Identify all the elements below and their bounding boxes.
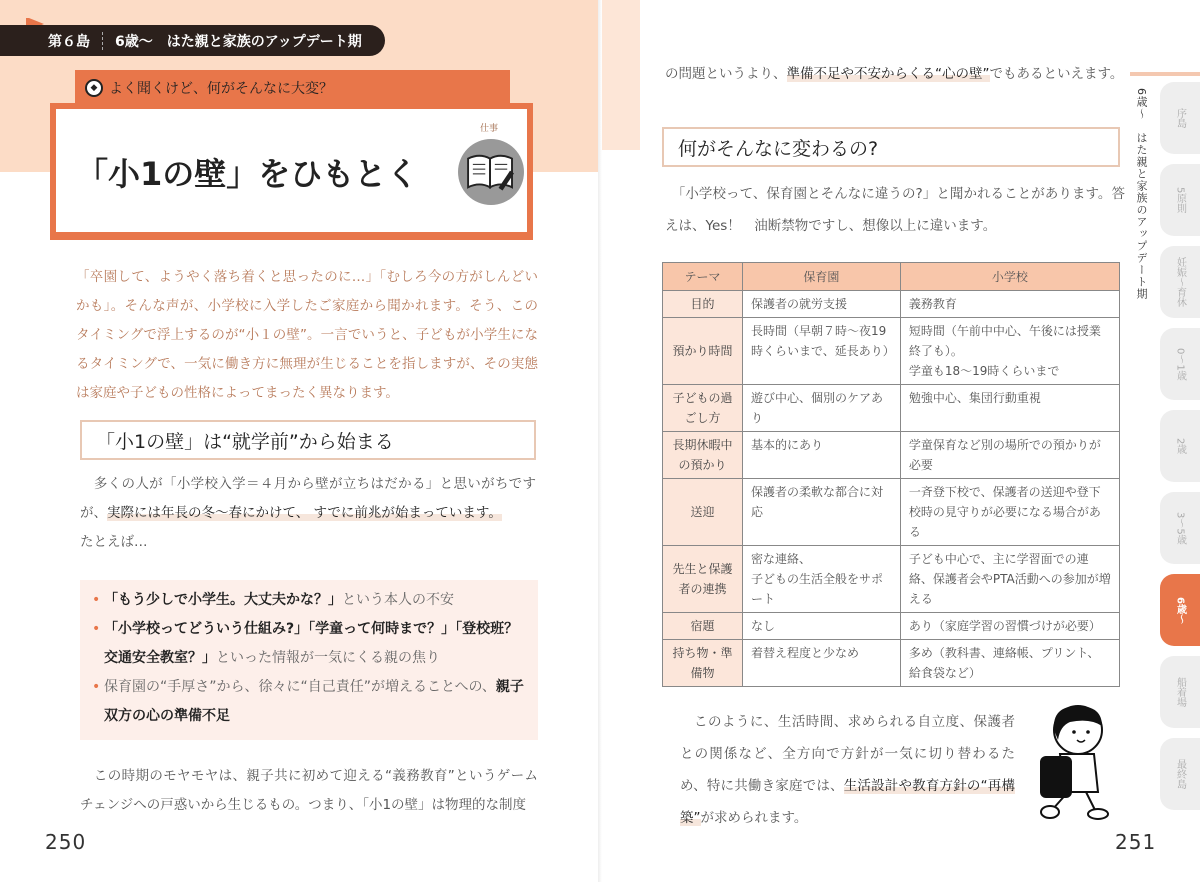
section-question: よく聞くけど、何がそんなに大変？: [109, 81, 333, 97]
highlighted-text: 実際には年長の冬〜春にかけて、 すでに前兆が始まっています。: [107, 505, 502, 521]
theme-cell: 先生と保護者の連携: [663, 546, 743, 613]
comparison-table: [662, 262, 1120, 687]
chapter-tab[interactable]: 2歳: [1160, 410, 1200, 482]
table-cell: 保護者の柔軟な都合に対応: [743, 479, 901, 546]
text: 多くの人が「小学校入学＝４月から壁が立ちはだかる」と思いがちですが、: [80, 476, 536, 521]
column-header: テーマ: [663, 263, 743, 291]
body-paragraph: [665, 60, 1125, 89]
table-cell: 遊び中心、個別のケアあり: [743, 385, 901, 432]
table-cell: 多め（教科書、連絡帳、プリント、給食袋など）: [900, 640, 1119, 687]
table-row: [663, 432, 1120, 479]
highlighted-text: 生活設計や教育方針の“再構築”: [680, 778, 1015, 826]
section-title-box: [50, 103, 533, 240]
theme-cell: 預かり時間: [663, 318, 743, 385]
table-cell: 一斉登下校で、保護者の送迎や登下校時の見守りが必要になる場合がある: [900, 479, 1119, 546]
chapter-tab[interactable]: 0〜1歳: [1160, 328, 1200, 400]
bold-text: 親子双方の心の準備不足: [104, 679, 524, 724]
chapter-tab[interactable]: 5原則: [1160, 164, 1200, 236]
table-row: [663, 318, 1120, 385]
table-cell: 義務教育: [900, 291, 1119, 318]
chapter-tab[interactable]: 序島: [1160, 82, 1200, 154]
chapter-tab[interactable]: 3〜5歳: [1160, 492, 1200, 564]
theme-cell: 送迎: [663, 479, 743, 546]
child-with-backpack-illustration: [1030, 700, 1115, 822]
page-number: 250: [45, 830, 87, 854]
text: でもあるといえます。: [989, 66, 1124, 82]
theme-cell: 宿題: [663, 613, 743, 640]
text: といった情報が一気にくる親の焦り: [216, 650, 440, 666]
theme-cell: 持ち物・準備物: [663, 640, 743, 687]
page-gutter: [598, 0, 602, 882]
table-row: [663, 291, 1120, 318]
category-label: 仕事: [480, 124, 499, 134]
table-cell: 子ども中心で、主に学習面での連絡、保護者会やPTA活動への参加が増える: [900, 546, 1119, 613]
table-cell: 短時間（午前中中心、午後には授業終了も）。 学童も18〜19時くらいまで: [900, 318, 1119, 385]
chapter-number: 第６島: [48, 33, 90, 50]
section-heading: 「小1の壁」は“就学前”から始まる: [80, 420, 536, 460]
intro-paragraph: 「卒園して、ようやく落ち着くと思ったのに…」「むしろ今の方がしんどいかも」。そんな声が、小学校に入学したご家庭から聞かれます。そう、このタイミングで浮上するのが“小１の壁”。一言でいうと、子どもが小学生になるタイミングで、一気に働き方に無理が生じることを指しますが、その実態は家庭や子どもの性格によってまったく異なります。: [76, 269, 538, 401]
running-title: 6歳〜 はた親と家族のアップデート期: [1135, 88, 1148, 300]
table-cell: 密な連絡、 子どもの生活全般をサポート: [743, 546, 901, 613]
text: が求められます。: [700, 810, 808, 826]
text: このように、生活時間、求められる自立度、保護者との関係など、全方向で方針が一気に切り替わるため、特に共働き家庭では、: [680, 714, 1015, 794]
section-heading: 何がそんなに変わるの?: [662, 127, 1120, 167]
divider: [1130, 72, 1200, 76]
table-row: [663, 546, 1120, 613]
body-paragraph: この時期のモヤモヤは、親子共に初めて迎える“義務教育”というゲームチェンジへの戸惑いから生じるもの。つまり、「小1の壁」は物理的な制度: [80, 768, 538, 813]
text: たとえば…: [80, 534, 148, 550]
column-header: 小学校: [900, 263, 1119, 291]
highlighted-text: 準備不足や不安からくる“心の壁”: [786, 66, 990, 82]
bold-text: 「もう少しで小学生。大丈夫かな？」: [104, 592, 342, 608]
text: という本人の不安: [342, 592, 454, 608]
section-title: 「小1の壁」をひもとく: [76, 155, 419, 193]
theme-cell: 子どもの過ごし方: [663, 385, 743, 432]
table-cell: なし: [743, 613, 901, 640]
section-question-banner: [75, 70, 510, 106]
theme-cell: 目的: [663, 291, 743, 318]
list-item: [92, 586, 526, 615]
chapter-tab[interactable]: 妊娠〜育休: [1160, 246, 1200, 318]
table-row: [663, 479, 1120, 546]
chapter-tab[interactable]: 最終島: [1160, 738, 1200, 810]
table-cell: 保護者の就労支援: [743, 291, 901, 318]
table-row: [663, 385, 1120, 432]
table-row: [663, 640, 1120, 687]
chapter-tab[interactable]: 6歳〜: [1160, 574, 1200, 646]
chapter-header: [0, 25, 385, 56]
bold-text: 「小学校ってどういう仕組み?」「学童って何時まで？」「登校班？交通安全教室？」: [104, 621, 519, 666]
text: の問題というより、: [665, 66, 787, 82]
book-pencil-icon: [458, 139, 524, 205]
table-cell: あり（家庭学習の習慣づけが必要）: [900, 613, 1119, 640]
divider: [102, 32, 103, 50]
table-cell: 着替え程度と少なめ: [743, 640, 901, 687]
chapter-tab[interactable]: 船着場: [1160, 656, 1200, 728]
list-item: [92, 673, 526, 731]
table-cell: 基本的にあり: [743, 432, 901, 479]
body-paragraph: [80, 470, 536, 557]
list-item: [92, 615, 526, 673]
page-number: 251: [1115, 830, 1157, 854]
table-cell: 長時間（早朝７時〜夜19時くらいまで、延長あり）: [743, 318, 901, 385]
body-paragraph: 「小学校って、保育園とそんなに違うの?」と聞かれることがあります。答えは、Yes！ 油断禁物ですし、想像以上に違います。: [665, 186, 1125, 234]
column-header: 保育園: [743, 263, 901, 291]
theme-cell: 長期休暇中の預かり: [663, 432, 743, 479]
table-row: [663, 613, 1120, 640]
chapter-title: 6歳〜 はた親と家族のアップデート期: [115, 33, 362, 50]
example-list: [80, 580, 538, 740]
text: 保育園の“手厚さ”から、徐々に“自己責任”が増えることへの、: [104, 679, 496, 695]
header-background-right: [600, 0, 640, 150]
compass-icon: ◆: [85, 79, 103, 97]
body-paragraph: [680, 706, 1015, 834]
table-cell: 学童保育など別の場所での預かりが必要: [900, 432, 1119, 479]
table-cell: 勉強中心、集団行動重視: [900, 385, 1119, 432]
